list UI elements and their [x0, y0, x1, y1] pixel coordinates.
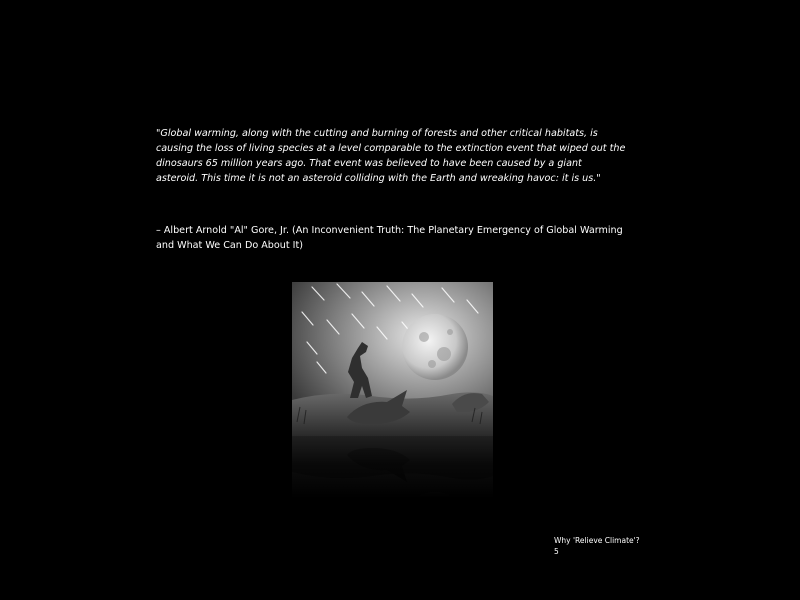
footer-title: Why 'Relieve Climate'? — [554, 536, 640, 545]
slide-quote: "Global warming, along with the cutting and burning of forests and other critical habitats, is causing the loss of living species at a level comparable to the extinction event that wiped out the dinosaurs 65 million years ago. That event was believed to have been caused by a giant asteroid. This time it is not an asteroid colliding with the Earth and wreaking havoc: it is us." — [156, 128, 626, 184]
quote-attribution: – Albert Arnold "Al" Gore, Jr. (An Inconvenient Truth: The Planetary Emergency of Global Warming and What We Can Do About It) — [156, 225, 623, 251]
page-number: 5 — [554, 547, 559, 556]
reflection-gradient — [292, 436, 493, 498]
image-reflection — [292, 436, 493, 498]
dinosaur-asteroid-image — [292, 282, 493, 436]
